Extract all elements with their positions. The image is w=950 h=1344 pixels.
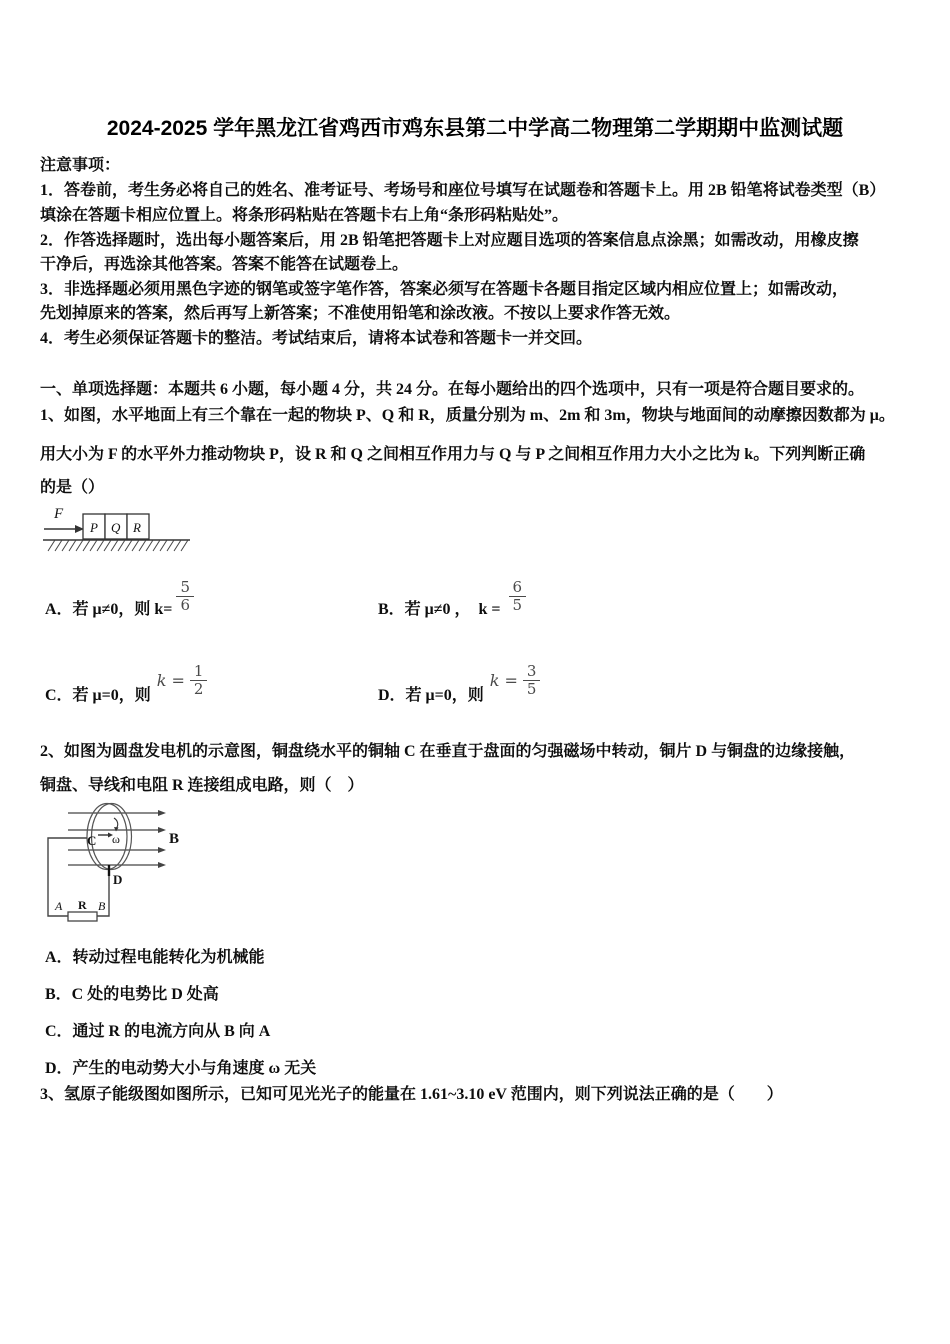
q1-option-b-text: B．若 μ≠0 ， k = bbox=[378, 600, 505, 618]
page-title: 2024-2025 学年黑龙江省鸡西市鸡东县第二中学高二物理第二学期期中监测试题 bbox=[106, 117, 844, 140]
notice-line: 4．考生必须保证答题卡的整洁。考试结束后，请将本试卷和答题卡一并交回。 bbox=[40, 330, 593, 347]
q1-option-c-fraction: $\frac{1}{2}$ bbox=[190, 663, 208, 697]
q2-option-c: C．通过 R 的电流方向从 B 向 A bbox=[45, 1023, 271, 1040]
q1-option-a-text: A．若 μ≠0，则 k= bbox=[45, 600, 173, 618]
q1-option-a-fraction: $\frac{5}{6}$ bbox=[176, 579, 194, 613]
q1-option-b bbox=[378, 578, 526, 624]
q2-option-b: B．C 处的电势比 D 处高 bbox=[45, 986, 219, 1003]
q1-option-d bbox=[378, 662, 540, 710]
q1-option-b-fraction: $\frac{6}{5}$ bbox=[509, 579, 527, 613]
q2-text-line: 铜盘、导线和电阻 R 连接组成电路，则（ ） bbox=[40, 777, 364, 794]
field-arrowheads bbox=[158, 810, 166, 868]
block-q-label: Q bbox=[111, 520, 121, 535]
q1-option-c-text: C．若 μ=0，则 bbox=[45, 686, 151, 704]
force-label: F bbox=[54, 506, 64, 522]
resistor bbox=[68, 912, 97, 921]
block-p-label: P bbox=[90, 520, 98, 535]
field-label: B bbox=[169, 831, 180, 847]
q1-option-c bbox=[45, 662, 207, 710]
ground-hatching bbox=[48, 540, 188, 551]
q2-option-d: D．产生的电动势大小与角速度 ω 无关 bbox=[45, 1060, 317, 1077]
q2-text-line: 2、如图为圆盘发电机的示意图，铜盘绕水平的铜轴 C 在垂直于盘面的匀强磁场中转动，铜片 D 与铜盘的边缘接触， bbox=[40, 743, 856, 760]
q1-text-line: 的是（） bbox=[40, 479, 105, 496]
notice-line: 填涂在答题卡相应位置上。将条形码粘贴在答题卡右上角“条形码粘贴处”。 bbox=[40, 207, 569, 224]
notice-line: 1．答卷前，考生务必将自己的姓名、准考证号、考场号和座位号填写在试题卷和答题卡上。用 2B 铅笔将试卷类型（B） bbox=[40, 182, 886, 199]
notice-line: 3．非选择题必须用黑色字迹的钢笔或签字笔作答，答案必须写在答题卡各题目指定区域内相应位置上；如需改动， bbox=[40, 281, 849, 298]
q1-text-line: 用大小为 F 的水平外力推动物块 P，设 R 和 Q 之间相互作用力与 Q 与 P 之间相互作用力大小之比为 k。下列判断正确 bbox=[40, 446, 866, 463]
omega-label: ω bbox=[112, 832, 120, 846]
resistor-label: R bbox=[78, 898, 87, 912]
axle-label: C bbox=[87, 833, 97, 848]
q1-option-d-kequation: k = $\frac{3}{5}$ bbox=[490, 663, 541, 697]
block-r-label: R bbox=[133, 520, 141, 535]
q1-text-line: 1、如图，水平地面上有三个靠在一起的物块 P、Q 和 R，质量分别为 m、2m 和 3m，物块与地面间的动摩擦因数都为 μ。 bbox=[40, 407, 895, 424]
q1-option-a bbox=[45, 578, 194, 624]
q3-text-line: 3、氢原子能级图如图所示，已知可见光光子的能量在 1.61~3.10 eV 范围内，则下列说法正确的是（ ） bbox=[40, 1086, 783, 1103]
notice-heading: 注意事项： bbox=[40, 157, 121, 174]
q2-option-a: A．转动过程电能转化为机械能 bbox=[45, 949, 265, 966]
q1-option-c-kequation: k = $\frac{1}{2}$ bbox=[157, 663, 208, 697]
node-a-label: A bbox=[55, 899, 63, 913]
section-header: 一、单项选择题：本题共 6 小题，每小题 4 分，共 24 分。在每小题给出的四个选项中，只有一项是符合题目要求的。 bbox=[40, 381, 865, 398]
notice-line: 先划掉原来的答案，然后再写上新答案；不准使用铅笔和涂改液。不按以上要求作答无效。 bbox=[40, 305, 681, 322]
notice-line: 干净后，再选涂其他答案。答案不能答在试题卷上。 bbox=[40, 256, 409, 273]
q1-option-d-fraction: $\frac{3}{5}$ bbox=[523, 663, 541, 697]
q1-blocks-figure bbox=[38, 500, 238, 560]
notice-line: 2．作答选择题时，选出每小题答案后，用 2B 铅笔把答题卡上对应题目选项的答案信息点涂黑；如需改动，用橡皮擦 bbox=[40, 232, 859, 249]
q1-option-d-text: D．若 μ=0，则 bbox=[378, 686, 484, 704]
rotation-arrowhead bbox=[114, 827, 119, 832]
q2-disk-generator-figure bbox=[38, 798, 203, 930]
node-b-label: B bbox=[98, 899, 106, 913]
brush-label: D bbox=[113, 872, 123, 887]
